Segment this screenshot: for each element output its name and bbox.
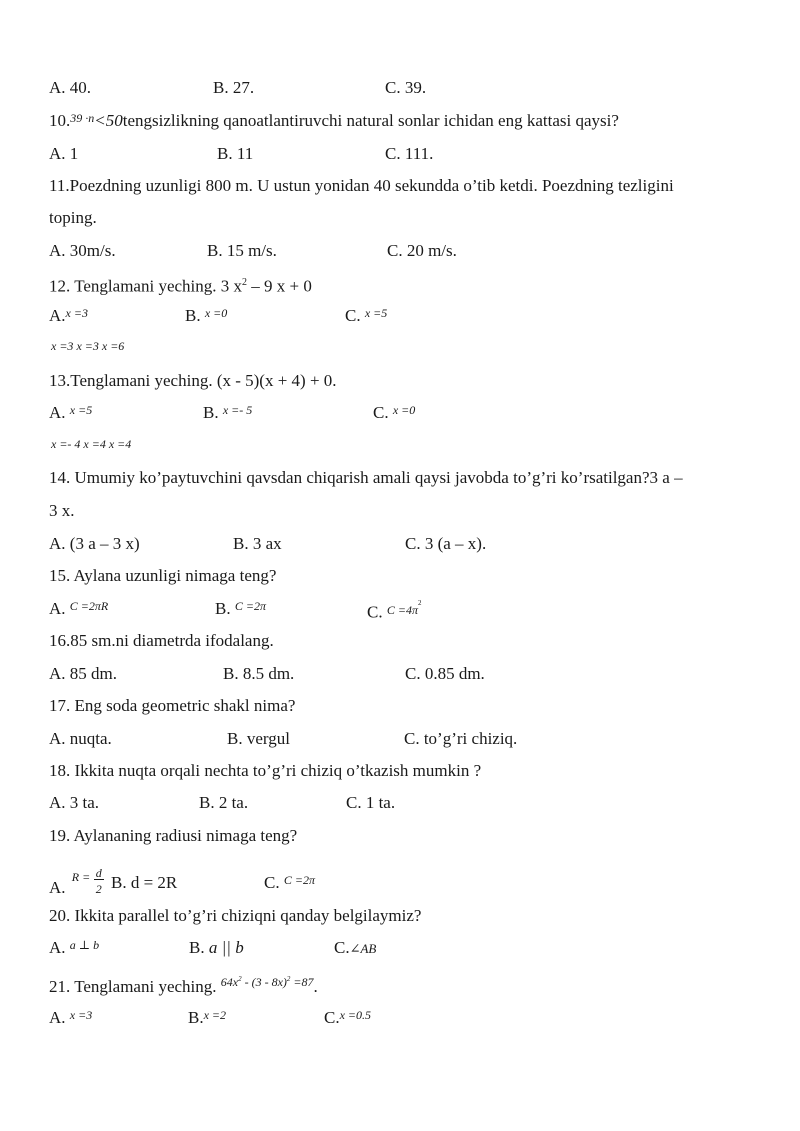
q20-option-b-formula: a || b bbox=[208, 938, 244, 957]
q10-option-a: A. 1 bbox=[49, 144, 79, 163]
q21-option-a-formula: x =3 bbox=[69, 1008, 93, 1022]
q14-option-b: B. 3 ax bbox=[233, 534, 282, 553]
q15-option-b bbox=[215, 599, 266, 620]
q13-extra-1: x =- 4 bbox=[51, 437, 81, 451]
q18-option-b: B. 2 ta. bbox=[199, 793, 249, 812]
q12-option-a-formula: x =3 bbox=[65, 306, 88, 320]
q21-period: . bbox=[313, 977, 318, 996]
q20-option-a-formula: a ⊥ b bbox=[69, 938, 100, 952]
q21-option-b-label: B. bbox=[188, 1008, 204, 1027]
q13-option-c-formula: x =0 bbox=[392, 403, 416, 417]
q21-eq-term1: 64x bbox=[220, 975, 239, 989]
q19-fraction-lhs: R = bbox=[71, 870, 91, 884]
q11-option-b: B. 15 m/s. bbox=[207, 241, 277, 260]
q20-option-c-formula: ∠AB bbox=[349, 941, 377, 956]
q15-question: 15. Aylana uzunligi nimaga teng? bbox=[49, 566, 277, 585]
q19-option-c-label: C. bbox=[264, 873, 280, 892]
q13-option-b-label: B. bbox=[203, 403, 219, 422]
q9-option-a: A. 40. bbox=[49, 78, 92, 97]
q17-question: 17. Eng soda geometric shakl nima? bbox=[49, 696, 296, 715]
q10-formula: 39 ·n bbox=[70, 111, 95, 125]
q11-question-line2: toping. bbox=[49, 208, 97, 227]
q12-exponent: 2 bbox=[242, 277, 248, 288]
q21-option-c-label: C. bbox=[324, 1008, 340, 1027]
q21-option-a bbox=[49, 1008, 92, 1029]
q21-option-a-label: A. bbox=[49, 1008, 66, 1027]
q16-option-b: B. 8.5 dm. bbox=[223, 664, 295, 683]
q13-option-c-label: C. bbox=[373, 403, 389, 422]
q15-option-c-exponent: 2 bbox=[417, 599, 422, 607]
q16-option-c: C. 0.85 dm. bbox=[405, 664, 485, 683]
q10-question bbox=[49, 111, 619, 132]
q19-option-c bbox=[264, 873, 315, 894]
q12-text-pre: 12. Tenglamani yeching. 3 x bbox=[49, 276, 243, 296]
q12-extra-formulas bbox=[51, 336, 124, 356]
q15-option-c-formula: C =4π bbox=[386, 602, 418, 617]
q12-extra-2: x =3 bbox=[76, 339, 99, 353]
q21-question bbox=[49, 975, 318, 998]
q21-equation bbox=[221, 975, 314, 989]
q19-option-a-label: A. bbox=[49, 878, 66, 897]
q13-extra-formulas bbox=[51, 434, 131, 454]
q13-option-b-formula: x =- 5 bbox=[222, 403, 253, 417]
q12-option-b-formula: x =0 bbox=[204, 306, 228, 320]
q9-option-b: B. 27. bbox=[213, 78, 255, 97]
q15-option-a bbox=[49, 599, 108, 620]
q13-option-c bbox=[373, 403, 415, 424]
q18-question: 18. Ikkita nuqta orqali nechta to’g’ri chiziq o’tkazish mumkin ? bbox=[49, 761, 482, 780]
q10-number: 10. bbox=[49, 111, 71, 130]
q20-option-b-label: B. bbox=[189, 938, 205, 957]
q12-option-c-label: C. bbox=[345, 306, 361, 325]
q15-option-c-label: C. bbox=[367, 602, 383, 622]
q19-fraction-numerator: d bbox=[95, 866, 102, 880]
q20-option-a-label: A. bbox=[49, 938, 66, 957]
q13-option-b bbox=[203, 403, 252, 424]
q13-question: 13.Tenglamani yeching. (x - 5)(x + 4) + 0. bbox=[49, 371, 337, 390]
q19-option-c-formula: C =2π bbox=[283, 873, 315, 887]
q12-text-post: – 9 x + 0 bbox=[247, 276, 312, 296]
q12-option-a bbox=[49, 306, 88, 327]
q21-eq-exp2: 2 bbox=[286, 975, 291, 983]
q14-question-line2: 3 x. bbox=[49, 501, 75, 520]
q15-option-a-formula: C =2πR bbox=[69, 599, 109, 613]
q9-option-c: C. 39. bbox=[385, 78, 427, 97]
q11-question-line1: 11.Poezdning uzunligi 800 m. U ustun yonidan 40 sekundda o’tib ketdi. Poezdning tezligini bbox=[49, 176, 674, 195]
q13-option-a-formula: x =5 bbox=[69, 403, 93, 417]
q13-extra-3: x =4 bbox=[108, 437, 132, 451]
q12-question bbox=[49, 273, 312, 297]
q10-option-c: C. 111. bbox=[385, 144, 434, 163]
q14-option-a: A. (3 a – 3 x) bbox=[49, 534, 140, 553]
q10-option-b: B. 11 bbox=[217, 144, 254, 163]
q17-option-c: C. to’g’ri chiziq. bbox=[404, 729, 518, 748]
q11-option-a: A. 30m/s. bbox=[49, 241, 116, 260]
q12-extra-3: x =6 bbox=[101, 339, 125, 353]
q11-option-c: C. 20 m/s. bbox=[387, 241, 457, 260]
q19-option-a bbox=[49, 866, 108, 898]
q21-eq-term2: - (3 - 8x) bbox=[241, 975, 287, 989]
q19-option-a-fraction bbox=[70, 866, 108, 896]
q17-option-b: B. vergul bbox=[227, 729, 290, 748]
q12-option-b bbox=[185, 306, 227, 327]
q12-extra-1: x =3 bbox=[51, 339, 74, 353]
q19-fraction-denominator: 2 bbox=[95, 882, 102, 896]
q13-option-a bbox=[49, 403, 92, 424]
q19-question: 19. Aylananing radiusi nimaga teng? bbox=[49, 826, 298, 845]
q21-option-b-formula: x =2 bbox=[203, 1008, 227, 1022]
q15-option-c bbox=[367, 599, 421, 624]
q16-option-a: A. 85 dm. bbox=[49, 664, 117, 683]
q20-option-a bbox=[49, 938, 99, 959]
q21-eq-term3: =87 bbox=[290, 975, 314, 989]
q14-option-c: C. 3 (a – x). bbox=[405, 534, 487, 553]
q15-option-b-formula: C =2π bbox=[234, 599, 266, 613]
q13-extra-2: x =4 bbox=[83, 437, 106, 451]
q19-option-b: B. d = 2R bbox=[111, 873, 178, 892]
q10-inequality: <50 bbox=[94, 111, 123, 130]
q12-option-a-label: A. bbox=[49, 306, 66, 325]
q21-option-b bbox=[188, 1008, 226, 1029]
q21-eq-exp1: 2 bbox=[238, 975, 242, 983]
q21-option-c bbox=[324, 1008, 371, 1029]
q20-option-c-label: C. bbox=[334, 938, 350, 957]
q21-option-c-formula: x =0.5 bbox=[339, 1008, 372, 1022]
q12-option-c-formula: x =5 bbox=[364, 306, 388, 320]
q21-text: 21. Tenglamani yeching. bbox=[49, 977, 217, 996]
q20-option-c bbox=[334, 938, 376, 959]
q16-question: 16.85 sm.ni diametrda ifodalang. bbox=[49, 631, 274, 650]
q17-option-a: A. nuqta. bbox=[49, 729, 112, 748]
q20-question: 20. Ikkita parallel to’g’ri chiziqni qanday belgilaymiz? bbox=[49, 906, 422, 925]
q20-option-b bbox=[189, 938, 244, 958]
q14-question-line1: 14. Umumiy ko’paytuvchini qavsdan chiqarish amali qaysi javobda to’g’ri ko’rsatilgan?3 a – bbox=[49, 468, 683, 487]
q12-option-c bbox=[345, 306, 387, 327]
q13-option-a-label: A. bbox=[49, 403, 66, 422]
q12-option-b-label: B. bbox=[185, 306, 201, 325]
q18-option-a: A. 3 ta. bbox=[49, 793, 100, 812]
q10-text: tengsizlikning qanoatlantiruvchi natural sonlar ichidan eng kattasi qaysi? bbox=[122, 111, 619, 130]
q15-option-b-label: B. bbox=[215, 599, 231, 618]
q15-option-a-label: A. bbox=[49, 599, 66, 618]
q18-option-c: C. 1 ta. bbox=[346, 793, 396, 812]
